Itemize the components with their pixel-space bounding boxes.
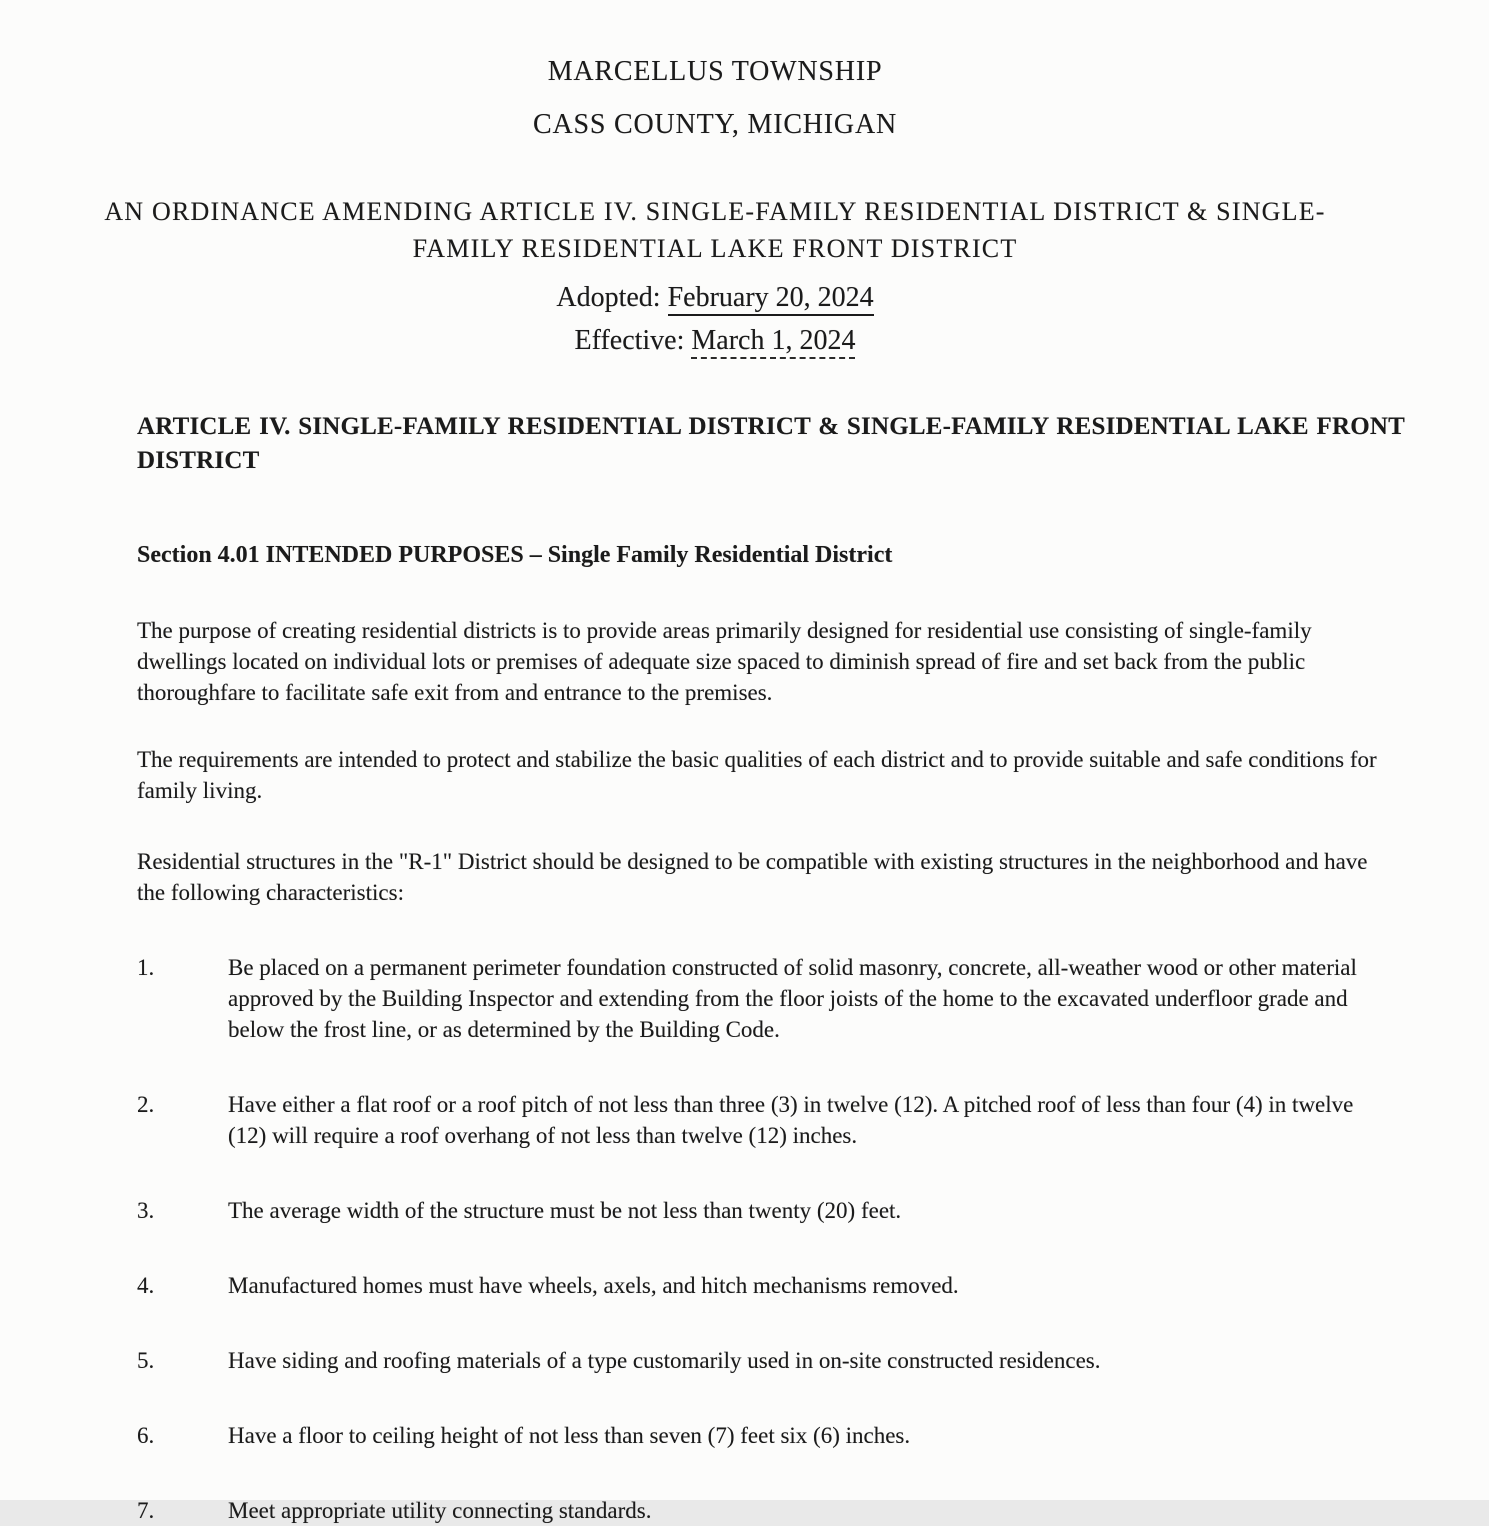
list-item xyxy=(137,1495,1405,1526)
article-heading xyxy=(137,410,1405,478)
ordinance-title-line1: AN ORDINANCE AMENDING ARTICLE IV. SINGLE-FAMILY RESIDENTIAL DISTRICT & SINGLE- xyxy=(104,197,1326,226)
list-item-number: 5. xyxy=(137,1348,155,1373)
list-item-text: Meet appropriate utility connecting standards. xyxy=(228,1498,652,1523)
list-item-number: 6. xyxy=(137,1423,155,1448)
characteristics-list xyxy=(137,952,1405,1526)
adopted-line xyxy=(81,281,1349,315)
document-header xyxy=(81,54,1349,143)
list-item-text: The average width of the structure must be not less than twenty (20) feet. xyxy=(228,1198,902,1223)
adopted-label: Adopted: xyxy=(556,282,668,313)
adopted-date: February 20, 2024 xyxy=(668,282,874,316)
ordinance-title xyxy=(81,193,1349,267)
list-item-number: 7. xyxy=(137,1498,155,1523)
article-heading-line1: ARTICLE IV. SINGLE-FAMILY RESIDENTIAL DISTRICT & SINGLE-FAMILY RESIDENTIAL LAKE FRONT xyxy=(137,413,1405,440)
paragraph-purpose: The purpose of creating residential districts is to provide areas primarily designed for residential use consisting of single-family dwellings located on individual lots or premises of adequate size spaced to diminish spread of fire and set back from the public thoroughfare to facilitate safe exit from and entrance to the premises. xyxy=(137,618,1312,705)
paragraph-r1-structures: Residential structures in the "R-1" District should be designed to be compatible with existing structures in the neighborhood and have the following characteristics: xyxy=(137,849,1368,905)
list-item-text: Be placed on a permanent perimeter foundation constructed of solid masonry, concrete, all-weather wood or other material approved by the Building Inspector and extending from the floor joists of the home to the excavated underfloor grade and below the frost line, or as determined by the Building Code. xyxy=(228,955,1357,1042)
list-item-number: 4. xyxy=(137,1273,155,1298)
list-item xyxy=(137,1270,1405,1301)
effective-label: Effective: xyxy=(574,325,692,356)
list-item-number: 2. xyxy=(137,1092,155,1117)
ordinance-title-line2: FAMILY RESIDENTIAL LAKE FRONT DISTRICT xyxy=(412,234,1018,263)
list-item-text: Manufactured homes must have wheels, axels, and hitch mechanisms removed. xyxy=(228,1273,959,1298)
list-item xyxy=(137,1345,1405,1376)
list-item-number: 3. xyxy=(137,1198,155,1223)
effective-date: March 1, 2024 xyxy=(691,325,855,359)
list-item-text: Have a floor to ceiling height of not less than seven (7) feet six (6) inches. xyxy=(228,1423,911,1448)
list-item-number: 1. xyxy=(137,955,155,980)
list-item xyxy=(137,1089,1405,1151)
township-name: MARCELLUS TOWNSHIP xyxy=(547,56,883,87)
article-heading-line2: DISTRICT xyxy=(137,447,260,474)
list-item-text: Have siding and roofing materials of a type customarily used in on-site constructed residences. xyxy=(228,1348,1101,1373)
county-name: CASS COUNTY, MICHIGAN xyxy=(533,109,897,140)
list-item xyxy=(137,1420,1405,1451)
paragraph-requirements: The requirements are intended to protect and stabilize the basic qualities of each district and to provide suitable and safe conditions for family living. xyxy=(137,747,1377,803)
section-heading: Section 4.01 INTENDED PURPOSES – Single Family Residential District xyxy=(137,542,893,568)
list-item xyxy=(137,952,1405,1045)
list-item-text: Have either a flat roof or a roof pitch of not less than three (3) in twelve (12). A pitched roof of less than four (4) in twelve (12) will require a roof overhang of not less than twelve (12) inches. xyxy=(228,1092,1354,1148)
list-item xyxy=(137,1195,1405,1226)
effective-line xyxy=(81,324,1349,358)
